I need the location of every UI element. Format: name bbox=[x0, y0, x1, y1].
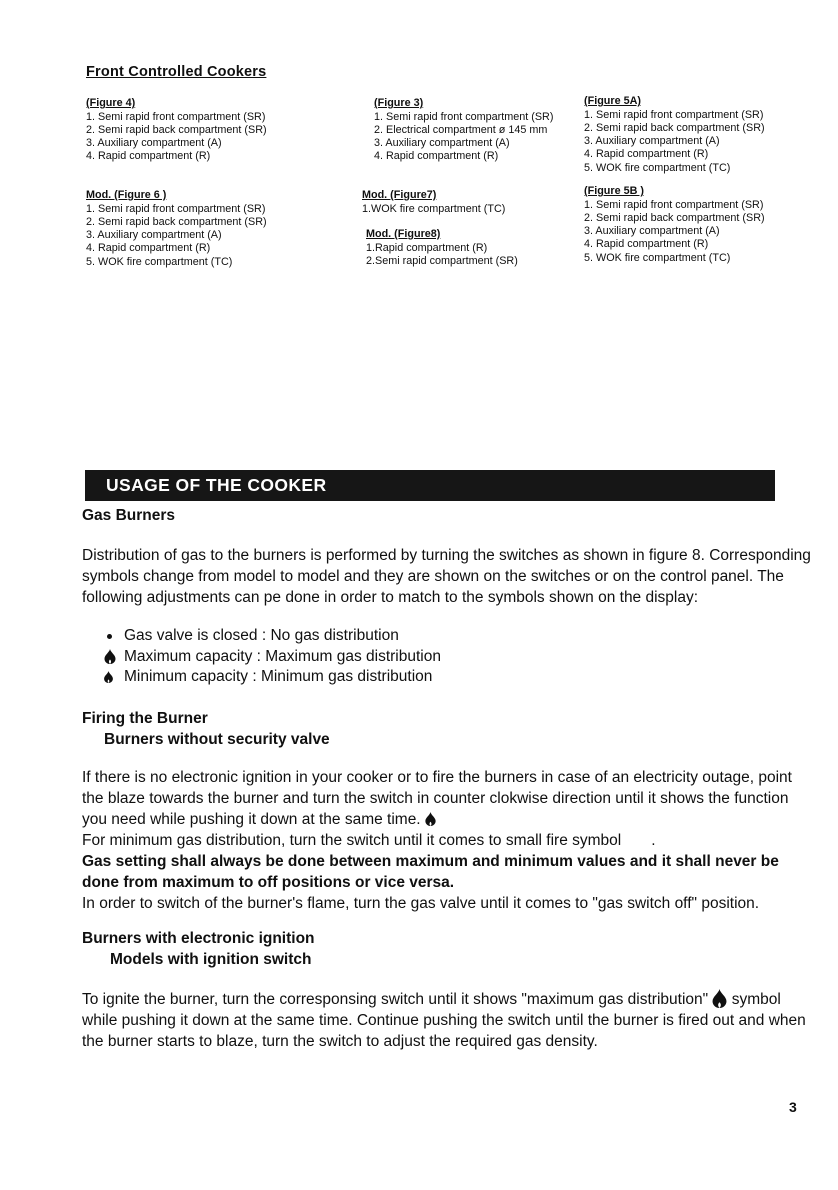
figure-7-items bbox=[362, 203, 505, 216]
paragraph-text: To ignite the burner, turn the corresponsing switch until it shows "maximum gas distribution" bbox=[82, 990, 709, 1008]
list-item: 2.Semi rapid compartment (SR) bbox=[366, 254, 518, 267]
list-item: 4. Rapid compartment (R) bbox=[86, 150, 211, 163]
figure-6-items bbox=[86, 203, 267, 269]
list-item: 1.Rapid compartment (R) bbox=[366, 241, 488, 254]
figure-7-heading: Mod. (Figure7) bbox=[362, 189, 437, 201]
figure-4-heading: (Figure 4) bbox=[86, 97, 136, 109]
minimum-distribution-line bbox=[82, 830, 812, 851]
ignition-instructions bbox=[82, 989, 812, 1052]
list-item: 2. Semi rapid back compartment (SR) bbox=[584, 121, 765, 134]
switch-off-line: In order to switch of the burner's flame, turn the gas valve until it comes to "gas switch off" position. bbox=[82, 894, 760, 912]
bullet-text: Gas valve is closed : No gas distribution bbox=[124, 627, 399, 644]
gas-burners-heading: Gas Burners bbox=[82, 507, 176, 524]
figure-3-heading: (Figure 3) bbox=[374, 97, 424, 109]
flame-icon-large bbox=[104, 649, 124, 664]
figure-5a-heading: (Figure 5A) bbox=[584, 95, 641, 107]
list-item: 1. Semi rapid front compartment (SR) bbox=[584, 198, 764, 211]
figure-7-block bbox=[362, 189, 505, 216]
list-item: 2. Semi rapid back compartment (SR) bbox=[86, 123, 267, 136]
firing-instructions bbox=[82, 767, 812, 914]
list-item: 1. Semi rapid front compartment (SR) bbox=[374, 110, 554, 123]
flame-icon bbox=[425, 811, 436, 828]
figure-5b-items bbox=[584, 199, 765, 265]
gas-symbol-list bbox=[104, 626, 812, 688]
list-item: 1. Semi rapid front compartment (SR) bbox=[86, 202, 266, 215]
bullet-text: Maximum capacity : Maximum gas distribution bbox=[124, 647, 441, 665]
figure-8-block bbox=[366, 228, 518, 268]
burners-with-electronic-ignition-heading: Burners with electronic ignition bbox=[82, 929, 315, 947]
banner-title: USAGE OF THE COOKER bbox=[106, 475, 327, 495]
figure-4-block bbox=[86, 97, 267, 164]
list-item: 1. Semi rapid front compartment (SR) bbox=[86, 110, 266, 123]
paragraph-text: For minimum gas distribution, turn the switch until it comes to small fire symbol bbox=[82, 831, 622, 849]
figure-5a-block bbox=[584, 95, 765, 175]
list-item: 1. Semi rapid front compartment (SR) bbox=[584, 108, 764, 121]
gas-distribution-paragraph: Distribution of gas to the burners is performed by turning the switches as shown in figure 8. Corresponding symbols change from model to model and they are shown on the switches or on the control panel. The following adjustments can pe done in order to match to the symbols shown on the display: bbox=[82, 547, 811, 606]
figure-6-block bbox=[86, 189, 267, 269]
list-item: 2. Semi rapid back compartment (SR) bbox=[86, 215, 267, 228]
list-item: 2. Electrical compartment ø 145 mm bbox=[374, 123, 548, 136]
figure-5b-heading: (Figure 5B ) bbox=[584, 185, 644, 197]
gas-setting-warning: Gas setting shall always be done between maximum and minimum values and it shall never be done from maximum to off positions or vice versa. bbox=[82, 852, 779, 891]
list-item: 2. Semi rapid back compartment (SR) bbox=[584, 211, 765, 224]
list-item: 5. WOK fire compartment (TC) bbox=[86, 255, 233, 268]
usage-section-banner bbox=[85, 470, 775, 501]
figure-8-items bbox=[366, 242, 518, 268]
list-item: 3. Auxiliary compartment (A) bbox=[584, 135, 720, 148]
figure-8-heading: Mod. (Figure8) bbox=[366, 228, 441, 240]
burners-without-security-valve-subheading: Burners without security valve bbox=[104, 730, 330, 748]
paragraph-text: symbol while pushing it down at the same time. Continue pushing the switch until the burner is fired out and when the burner starts to blaze, turn the switch to adjust the required gas density. bbox=[82, 990, 806, 1050]
list-item: 3. Auxiliary compartment (A) bbox=[86, 229, 222, 242]
page-number: 3 bbox=[789, 1099, 797, 1115]
figure-3-block bbox=[374, 97, 553, 164]
figure-4-items bbox=[86, 111, 267, 164]
list-item: 4. Rapid compartment (R) bbox=[584, 148, 709, 161]
list-item: 1.WOK fire compartment (TC) bbox=[362, 202, 506, 215]
list-item: 4. Rapid compartment (R) bbox=[584, 238, 709, 251]
list-item: 4. Rapid compartment (R) bbox=[374, 150, 499, 163]
flame-icon bbox=[712, 991, 731, 1008]
firing-the-burner-heading: Firing the Burner bbox=[82, 709, 208, 727]
list-item: 4. Rapid compartment (R) bbox=[86, 242, 211, 255]
figure-3-items bbox=[374, 111, 553, 164]
list-item: 3. Auxiliary compartment (A) bbox=[86, 137, 222, 150]
list-item bbox=[104, 647, 812, 668]
usage-section-body bbox=[82, 505, 812, 1052]
list-item: 5. WOK fire compartment (TC) bbox=[584, 161, 731, 174]
figure-5a-items bbox=[584, 109, 765, 175]
section-title-front-controlled-cookers: Front Controlled Cookers bbox=[86, 64, 267, 80]
dot-icon bbox=[104, 634, 124, 639]
list-item: 3. Auxiliary compartment (A) bbox=[374, 137, 510, 150]
list-item: 5. WOK fire compartment (TC) bbox=[584, 251, 731, 264]
list-item bbox=[104, 667, 812, 688]
figure-5b-block bbox=[584, 185, 765, 265]
models-with-ignition-switch-subheading: Models with ignition switch bbox=[110, 950, 312, 968]
flame-icon-small bbox=[104, 671, 124, 683]
list-item: 3. Auxiliary compartment (A) bbox=[584, 225, 720, 238]
paragraph-text: If there is no electronic ignition in your cooker or to fire the burners in case of an electricity outage, point the blaze towards the burner and turn the switch in counter clokwise direction until it shows the function you need while pushing it down at the same time. bbox=[82, 768, 792, 828]
bullet-text: Minimum capacity : Minimum gas distribution bbox=[124, 668, 433, 685]
list-item bbox=[104, 626, 812, 647]
figure-6-heading: Mod. (Figure 6 ) bbox=[86, 189, 167, 201]
paragraph-text: . bbox=[651, 831, 656, 849]
